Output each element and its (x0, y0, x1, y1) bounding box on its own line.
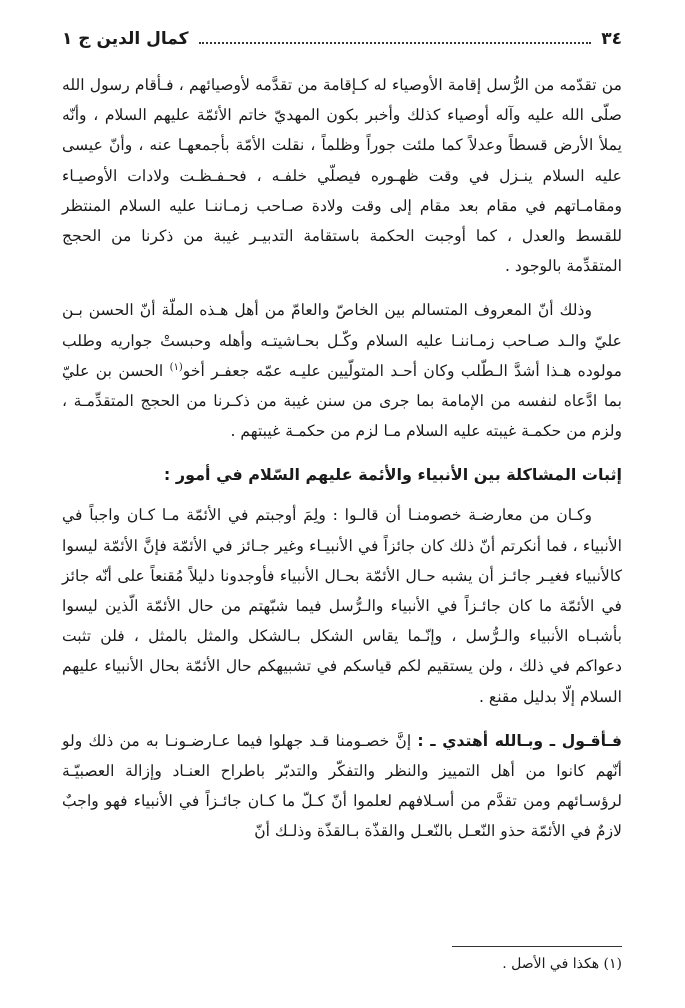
paragraph-3: وكـان من معارضـة خصومنـا أن قالـوا : ولِمَ أوجبتم في الأئمّة مـا كـان واجباً في الأنبياء ، فما أنكرتم أنّ ذلك كان جائزاً في الأنبيـاء وغير جـائز في الأئمّة فإنَّ الأئمّة ليسوا كالأنبياء فغيـر جائـز أن يشبه حـال الأئمّة بحـال الأنبياء فأوجدونا دليلاً مُقنعاً على أنّه جائز في الأئمّة ما كان جائـزاً في الأنبياء والـرُّسل فيما شبّهتم من حال الأئمّة الّذين ليسوا بأشبـاه الأنبياء والـرُّسل ، وإنّـما يقاس الشكل بـالشكل والمثل بالمثل ، فلن تثبت دعواكم في ذلك ، ولن يستقيم لكم قياسكم في تشبيهكم حال الأئمّة بحال الأنبياء عليهم السلام إلّا بدليل مقنع . (62, 506, 622, 706)
paragraph-1: من تقدّمه من الرُّسل إقامة الأوصياء له كـإقامة من تقدَّمه لأوصيائهم ، فـأقام رسول الله صلّى الله عليه وآله أوصياء كذلك وأخبر بكون المهديّ خاتم الأئمّة عليهم السلام ، وأنّه يملأ الأرض قسطاً وعدلاً كما ملئت جوراً وظلماً ، نقلت الأمّة بأجمعهـا عنه ، وأنّ عيسى عليه السلام ينـزل في وقت ظهـوره فيصلّي خلفـه ، فحـفـظـت ولادات الأوصيـاء ومقامـاتهم في مقام بعد مقام إلى وقت ولادة صـاحب زمـاننـا عليه السلام المنتظر للقسط والعدل ، كما أوجبت الحكمة باستقامة التدبيـر غيبة من ذكرنا من الحجج المتقدِّمة بالوجود . (62, 76, 622, 276)
book-page (62, 24, 622, 994)
paragraph-4 (62, 726, 622, 847)
footnote-rule (452, 946, 622, 947)
paragraph-2-after: الحسن بن عليّ بما ادَّعاه لنفسه من الإمامة بما جرى من سنن غيبة من ذكـرنا من الحجج المتقدِّمـة ، ولزم من حكمـة غيبته عليه السلام مـا لزم من حكمـة غيبتهم . (62, 361, 622, 441)
section-heading: إثبات المشاكلة بين الأنبياء والأئمة عليهم السّلام في أمور : (163, 465, 622, 485)
running-header (62, 24, 622, 54)
paragraph-2-before: وذلك أنّ المعروف المتسالم بين الخاصّ والعامّ من أهل هـذه الملّة أنّ الحسن بـن عليّ والـد صـاحب زمـاننـا عليه السلام وكّـل بحـاشيتـه وأهله وحبستْ جواريه وطلب مولوده هـذا أشدَّ الـطّلب وكان أحـد المتولّيين عليـه عمّه جعفـر أخو (62, 301, 622, 380)
paragraph-2 (62, 295, 622, 446)
page-number: ٣٤ (601, 29, 622, 49)
footnote-ref-1: (١) (169, 361, 183, 373)
header-dot-leader (199, 42, 592, 44)
main-text (62, 70, 622, 847)
book-title: كمال الدين ج ١ (62, 29, 189, 49)
footnote-1: (١) هكذا في الأصل . (502, 956, 622, 972)
paragraph-4-lead: فـأقـول ـ وبـالله أهتدي ـ : (417, 731, 622, 750)
paragraph-4-rest: إنَّ خصـومنا قـد جهلوا فيما عـارضـونـا به من ذلك ولو أنّهم كانوا من أهل التمييز والنظر والتفكّر والتدبّر باطراح العنـاد وإزالة العصبيّـة لرؤسـائهم ومن تقدَّم من أسـلافهم لعلموا أنّ كـلّ ما كـان جائـزاً في الأنبياء فهو واجبٌ لازمٌ في الأئمّة حذو النّعـل بالنّعـل والقذّة بـالقذّة وذلـك أنّ (62, 731, 622, 841)
